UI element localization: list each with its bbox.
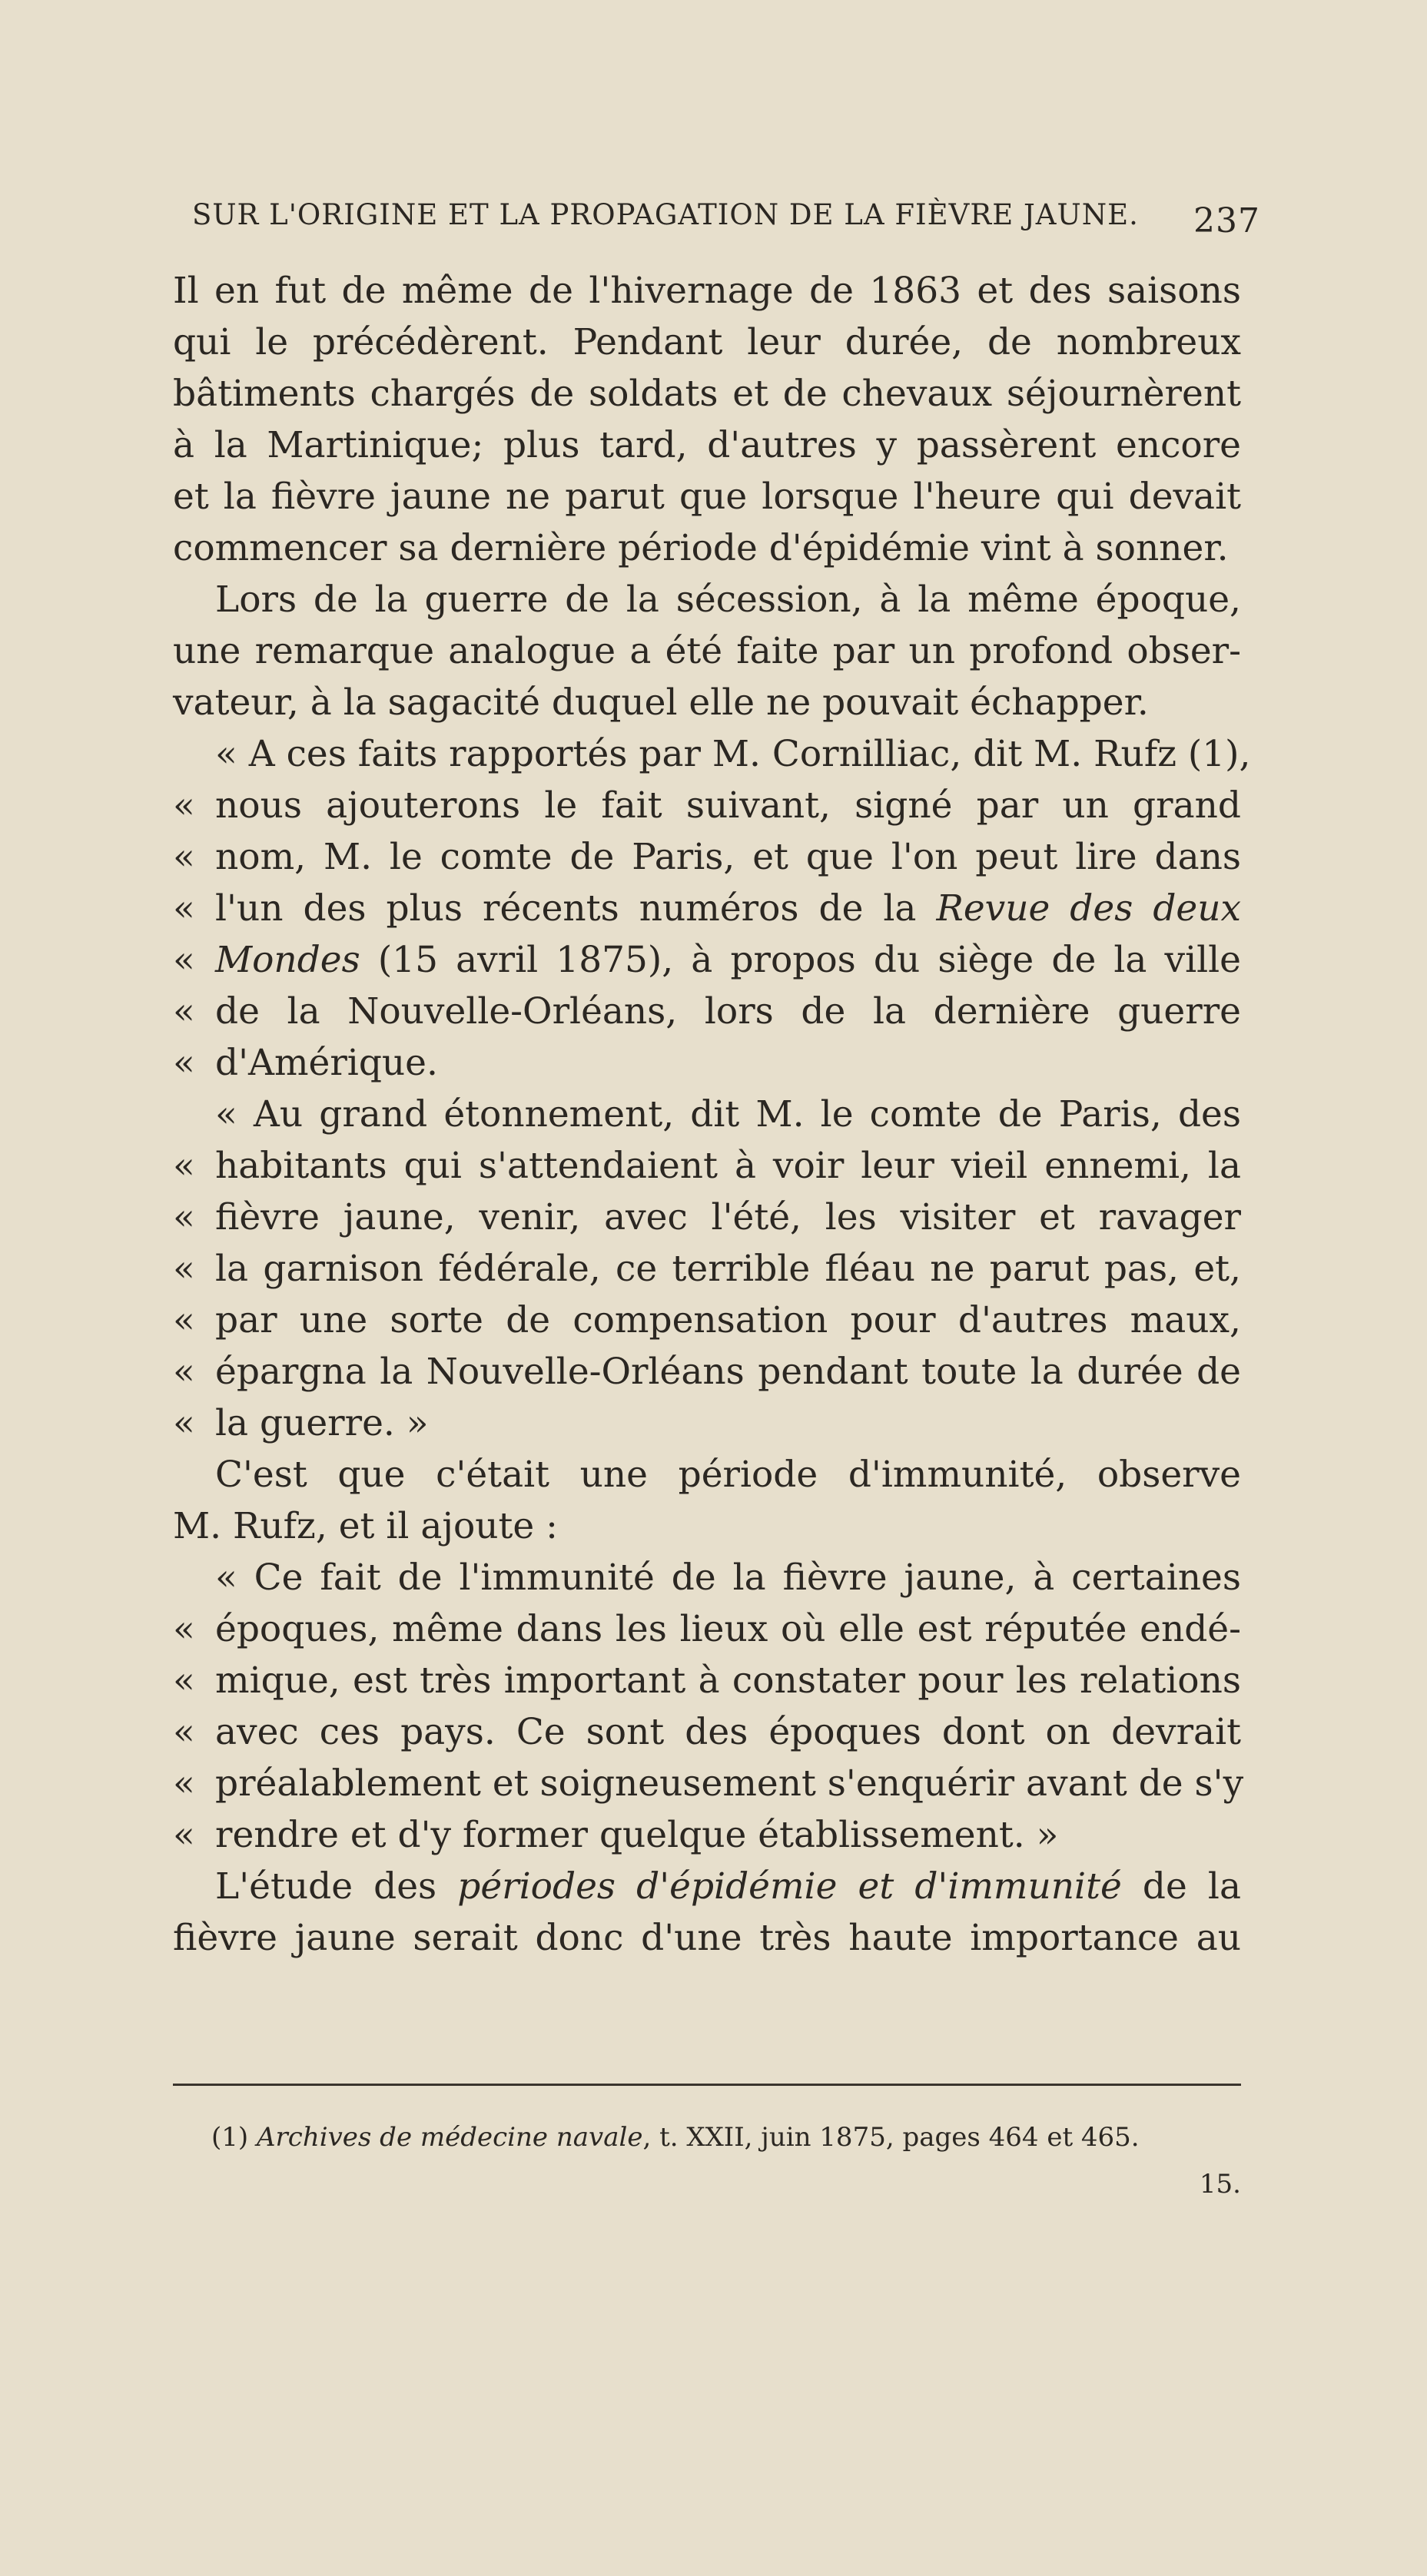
text-line: [173, 1089, 1241, 1140]
text-line: [173, 1243, 1241, 1295]
quote-mark: «: [173, 1299, 195, 1341]
quote-mark: «: [173, 1402, 195, 1444]
text-line: [173, 1397, 1241, 1449]
footnote-rule: [173, 2084, 1241, 2086]
line-text: fièvre jaune serait donc d'une très haute importance au: [173, 1917, 1241, 1959]
line-text: rendre et d'y former quelque établissement. »: [215, 1814, 1059, 1856]
text-line: [173, 1192, 1241, 1243]
text-line: [173, 677, 1241, 728]
quote-mark: «: [173, 1042, 195, 1084]
quote-mark: «: [173, 1196, 195, 1238]
line-text: vateur, à la sagacité duquel elle ne pouvait échapper.: [173, 681, 1149, 724]
line-text: mique, est très important à constater pour les relations: [215, 1659, 1241, 1702]
line-text: la guerre. »: [215, 1402, 429, 1444]
line-text: une remarque analogue a été faite par un profond obser-: [173, 630, 1241, 672]
text-line: [173, 1861, 1241, 1912]
text-line: [173, 1295, 1241, 1346]
line-text: à la Martinique; plus tard, d'autres y passèrent encore: [173, 424, 1241, 466]
quote-mark: «: [173, 887, 195, 930]
text-line: [173, 1758, 1244, 1809]
line-text: de la Nouvelle-Orléans, lors de la dernière guerre: [215, 990, 1241, 1033]
line-text: M. Rufz, et il ajoute :: [173, 1505, 558, 1547]
line-text: par une sorte de compensation pour d'autres maux,: [215, 1299, 1241, 1341]
line-text: nom, M. le comte de Paris, et que l'on peut lire dans: [215, 836, 1241, 878]
quote-mark: «: [173, 836, 195, 878]
text-line: [173, 522, 1241, 574]
line-text: fièvre jaune, venir, avec l'été, les visiter et ravager: [215, 1196, 1241, 1238]
line-text: habitants qui s'attendaient à voir leur vieil ennemi, la: [215, 1145, 1241, 1187]
quote-mark: «: [173, 1711, 195, 1753]
body-text: [173, 265, 1251, 1964]
text-line: [173, 1706, 1241, 1758]
text-line: [173, 1500, 1241, 1552]
quote-mark: «: [173, 1145, 195, 1187]
text-line: [173, 986, 1241, 1037]
quote-mark: «: [173, 784, 195, 827]
quote-mark: «: [173, 1351, 195, 1393]
text-line: [173, 883, 1241, 934]
text-line: [173, 1603, 1241, 1655]
text-line: [173, 1809, 1241, 1861]
quote-mark: «: [173, 1608, 195, 1650]
text-line: [173, 1552, 1241, 1603]
footnote: (1) Archives de médecine navale, t. XXII, juin 1875, pages 464 et 465.: [211, 2122, 1140, 2153]
line-text: et la fièvre jaune ne parut que lorsque l'heure qui devait: [173, 476, 1241, 518]
line-text: la garnison fédérale, ce terrible fléau ne parut pas, et,: [215, 1248, 1241, 1290]
text-line: [173, 1037, 1241, 1089]
quote-mark: «: [173, 990, 195, 1033]
text-line: [173, 471, 1241, 522]
text-line: [173, 419, 1241, 471]
line-text: préalablement et soigneusement s'enquérir avant de s'y: [215, 1762, 1244, 1805]
text-line: [173, 625, 1241, 677]
line-text: l'un des plus récents numéros de la Revue des deux: [215, 887, 1241, 930]
line-text: Il en fut de même de l'hivernage de 1863 et des saisons: [173, 270, 1241, 312]
line-text: bâtiments chargés de soldats et de chevaux séjournèrent: [173, 373, 1241, 415]
text-line: [173, 831, 1241, 883]
signature-mark: 15.: [1199, 2169, 1241, 2200]
line-text: époques, même dans les lieux où elle est réputée endé-: [215, 1608, 1241, 1650]
text-line: [173, 1912, 1241, 1964]
text-line: [173, 265, 1241, 317]
line-text: avec ces pays. Ce sont des époques dont on devrait: [215, 1711, 1241, 1753]
page-number: 237: [1193, 201, 1260, 240]
line-text: L'étude des périodes d'épidémie et d'immunité de la: [215, 1865, 1241, 1908]
text-line: [173, 317, 1241, 368]
quote-mark: «: [173, 1248, 195, 1290]
line-text: « Au grand étonnement, dit M. le comte de Paris, des: [215, 1093, 1241, 1135]
text-line: [173, 1140, 1241, 1192]
text-line: [173, 780, 1241, 831]
text-line: [173, 574, 1241, 625]
quote-mark: «: [173, 1814, 195, 1856]
line-text: commencer sa dernière période d'épidémie vint à sonner.: [173, 527, 1229, 569]
quote-mark: «: [173, 1762, 195, 1805]
page-header: [192, 198, 1260, 244]
text-line: [173, 728, 1251, 780]
text-line: [173, 1449, 1241, 1500]
text-line: [173, 1346, 1241, 1397]
line-text: C'est que c'était une période d'immunité, observe: [215, 1454, 1241, 1496]
text-line: [173, 368, 1241, 419]
line-text: « A ces faits rapportés par M. Cornilliac, dit M. Rufz (1),: [215, 733, 1251, 775]
quote-mark: «: [173, 939, 195, 981]
line-text: épargna la Nouvelle-Orléans pendant toute la durée de: [215, 1351, 1241, 1393]
text-line: [173, 1655, 1241, 1706]
running-title: SUR L'ORIGINE ET LA PROPAGATION DE LA FIÈVRE JAUNE.: [192, 198, 1139, 231]
line-text: nous ajouterons le fait suivant, signé par un grand: [215, 784, 1241, 827]
line-text: qui le précédèrent. Pendant leur durée, de nombreux: [173, 321, 1241, 363]
line-text: « Ce fait de l'immunité de la fièvre jaune, à certaines: [215, 1557, 1241, 1599]
line-text: Lors de la guerre de la sécession, à la même époque,: [215, 579, 1241, 621]
text-line: [173, 934, 1241, 986]
quote-mark: «: [173, 1659, 195, 1702]
line-text: d'Amérique.: [215, 1042, 438, 1084]
line-text: Mondes (15 avril 1875), à propos du siège de la ville: [215, 939, 1241, 981]
